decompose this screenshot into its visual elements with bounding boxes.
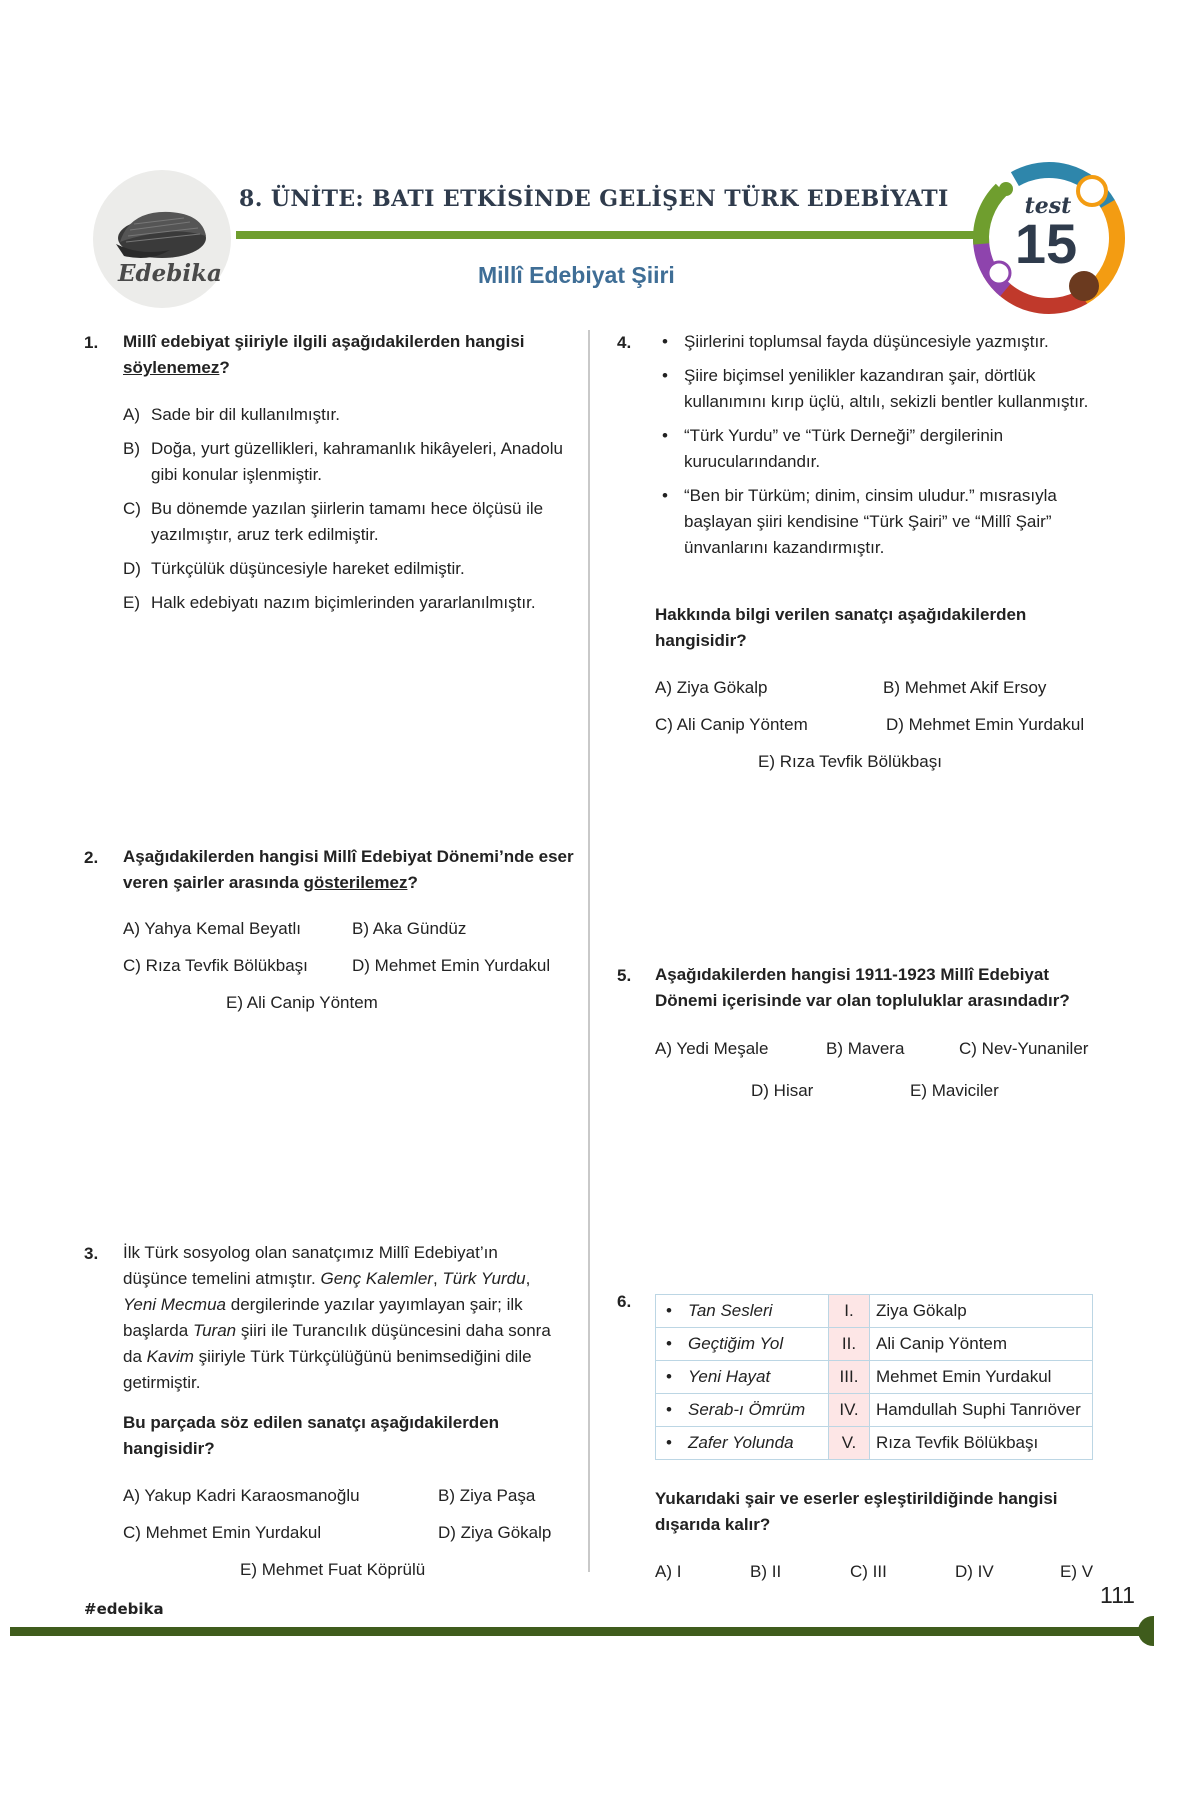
q6-option-d[interactable]: D) IV <box>955 1562 994 1581</box>
q3-number: 3. <box>84 1244 99 1263</box>
q2-stem-text: Aşağıdakilerden hangisi Millî Edebiyat Dönemi’nde eser veren şairler arasında <box>123 847 574 892</box>
column-divider <box>588 330 590 1572</box>
table-row <box>656 1427 1093 1460</box>
q2-option-d[interactable]: D) Mehmet Emin Yurdakul <box>352 956 551 975</box>
unit-title: 8. ÜNİTE: BATI ETKİSİNDE GELİŞEN TÜRK EDEBİYATI <box>239 186 949 212</box>
bullet-icon: • <box>656 1295 683 1328</box>
q3-option-e[interactable]: E) Mehmet Fuat Köprülü <box>240 1560 426 1579</box>
footer-bar-cap <box>1138 1616 1154 1646</box>
q5-option-d[interactable]: D) Hisar <box>751 1081 814 1100</box>
q2-option-b[interactable]: B) Aka Gündüz <box>352 919 467 938</box>
q1-option-d[interactable]: D) Türkçülük düşüncesiyle hareket edilmiştir. <box>123 559 465 578</box>
q3-option-d[interactable]: D) Ziya Gökalp <box>438 1523 552 1542</box>
q3-question: Bu parçada söz edilen sanatçı aşağıdakilerden hangisidir? <box>123 1413 500 1458</box>
q4-option-d[interactable]: D) Mehmet Emin Yurdakul <box>886 715 1085 734</box>
table-row <box>656 1361 1093 1394</box>
author-cell: Rıza Tevfik Bölükbaşı <box>870 1427 1093 1460</box>
table-row <box>656 1394 1093 1427</box>
q1-option-a[interactable]: A) Sade bir dil kullanılmıştır. <box>123 405 340 424</box>
q1-option-b[interactable]: B) Doğa, yurt güzellikleri, kahramanlık hikâyeleri, Anadolu gibi konular işlenmiştir. <box>123 439 563 484</box>
table-row <box>656 1328 1093 1361</box>
logo-text: Edebika <box>118 260 222 287</box>
work-cell: Serab-ı Ömrüm <box>682 1394 829 1427</box>
bullet-icon: • <box>656 1361 683 1394</box>
q5-option-e[interactable]: E) Maviciler <box>910 1081 999 1100</box>
test-number: 15 <box>1014 212 1078 275</box>
q2-number: 2. <box>84 848 99 867</box>
q4-bullet: • Şiire biçimsel yenilikler kazandıran şair, dörtlük kullanımını kırıp üçlü, altılı, sekizli bentler kullanmıştır. <box>660 363 1100 415</box>
q1-number: 1. <box>84 333 99 352</box>
q1-option-e[interactable]: E) Halk edebiyatı nazım biçimlerinden yararlanılmıştır. <box>123 593 536 612</box>
q4-option-b[interactable]: B) Mehmet Akif Ersoy <box>883 678 1047 697</box>
test-badge <box>966 155 1132 321</box>
roman-cell: I. <box>829 1295 870 1328</box>
test-label: test <box>1024 193 1072 219</box>
q4-option-c[interactable]: C) Ali Canip Yöntem <box>655 715 808 734</box>
q6-option-c[interactable]: C) III <box>850 1562 887 1581</box>
q6-matching-table <box>655 1294 1093 1460</box>
q5-option-a[interactable]: A) Yedi Meşale <box>655 1039 769 1058</box>
q5-number: 5. <box>617 966 632 985</box>
q2-stem-negation: gösterilemez <box>303 873 408 892</box>
bullet-icon: • <box>656 1328 683 1361</box>
q2-option-c[interactable]: C) Rıza Tevfik Bölükbaşı <box>123 956 308 975</box>
q4-bullet: • “Ben bir Türküm; dinim, cinsim uludur.” mısrasıyla başlayan şiiri kendisine “Türk Şairi” ve “Millî Şair” ünvanlarını kazandırmıştır. <box>660 483 1100 561</box>
q2-option-a[interactable]: A) Yahya Kemal Beyatlı <box>123 919 301 938</box>
author-cell: Hamdullah Suphi Tanrıöver <box>870 1394 1093 1427</box>
author-cell: Ali Canip Yöntem <box>870 1328 1093 1361</box>
bullet-icon: • <box>656 1427 683 1460</box>
q2-stem <box>123 844 578 896</box>
roman-cell: V. <box>829 1427 870 1460</box>
q4-number: 4. <box>617 333 632 352</box>
q4-bullet-list <box>660 329 1100 569</box>
q4-option-a[interactable]: A) Ziya Gökalp <box>655 678 768 697</box>
q2-option-e[interactable]: E) Ali Canip Yöntem <box>226 993 378 1012</box>
work-cell: Geçtiğim Yol <box>682 1328 829 1361</box>
q1-stem-text: Millî edebiyat şiiriyle ilgili aşağıdakilerden hangisi <box>123 332 525 351</box>
table-row <box>656 1295 1093 1328</box>
roman-cell: II. <box>829 1328 870 1361</box>
work-cell: Yeni Hayat <box>682 1361 829 1394</box>
q4-option-e[interactable]: E) Rıza Tevfik Bölükbaşı <box>758 752 942 771</box>
q5-option-c[interactable]: C) Nev-Yunaniler <box>959 1039 1089 1058</box>
page-number: 111 <box>1100 1582 1135 1608</box>
q3-passage: İlk Türk sosyolog olan sanatçımız Millî Edebiyat’ın düşünce temelini atmıştır. Genç Kalemler, Türk Yurdu, Yeni Mecmua dergilerinde yazılar yayımlayan şair; ilk başlarda Turan şiiri ile Turancılık düşüncesini daha sonra da Kavim şiiriyle Türk Türkçülüğünü benimsediğini dile getirmiştir. <box>123 1243 551 1392</box>
q1-stem <box>123 329 563 381</box>
q6-question: Yukarıdaki şair ve eserler eşleştirildiğinde hangisi dışarıda kalır? <box>655 1489 1058 1534</box>
q1-stem-negation: söylenemez <box>123 358 220 377</box>
q6-number: 6. <box>617 1292 632 1311</box>
page-subtitle: Millî Edebiyat Şiiri <box>478 262 675 288</box>
q3-option-a[interactable]: A) Yakup Kadri Karaosmanoğlu <box>123 1486 360 1505</box>
work-cell: Zafer Yolunda <box>682 1427 829 1460</box>
q3-option-b[interactable]: B) Ziya Paşa <box>438 1486 536 1505</box>
header-divider <box>236 231 976 239</box>
q1-stem-end: ? <box>219 358 230 377</box>
q1-option-c[interactable]: C) Bu dönemde yazılan şiirlerin tamamı hece ölçüsü ile yazılmıştır, aruz terk edilmiştir. <box>123 499 544 544</box>
q5-option-b[interactable]: B) Mavera <box>826 1039 905 1058</box>
q3-option-c[interactable]: C) Mehmet Emin Yurdakul <box>123 1523 322 1542</box>
flat-cap-icon <box>110 200 210 266</box>
roman-cell: IV. <box>829 1394 870 1427</box>
work-cell: Tan Sesleri <box>682 1295 829 1328</box>
q2-stem-end: ? <box>407 873 418 892</box>
footer-hashtag: #edebika <box>84 1600 164 1618</box>
roman-cell: III. <box>829 1361 870 1394</box>
q5-stem: Aşağıdakilerden hangisi 1911-1923 Millî Edebiyat Dönemi içerisinde var olan topluluklar arasındadır? <box>655 965 1070 1010</box>
q6-option-b[interactable]: B) II <box>750 1562 782 1581</box>
q4-bullet: • Şiirlerini toplumsal fayda düşüncesiyle yazmıştır. <box>660 329 1100 355</box>
footer-bar <box>10 1627 1148 1636</box>
author-cell: Mehmet Emin Yurdakul <box>870 1361 1093 1394</box>
q6-option-a[interactable]: A) I <box>655 1562 682 1581</box>
q4-bullet: • “Türk Yurdu” ve “Türk Derneği” dergilerinin kurucularındandır. <box>660 423 1100 475</box>
q4-question: Hakkında bilgi verilen sanatçı aşağıdakilerden hangisidir? <box>655 605 1027 650</box>
bullet-icon: • <box>656 1394 683 1427</box>
author-cell: Ziya Gökalp <box>870 1295 1093 1328</box>
q6-option-e[interactable]: E) V <box>1060 1562 1094 1581</box>
